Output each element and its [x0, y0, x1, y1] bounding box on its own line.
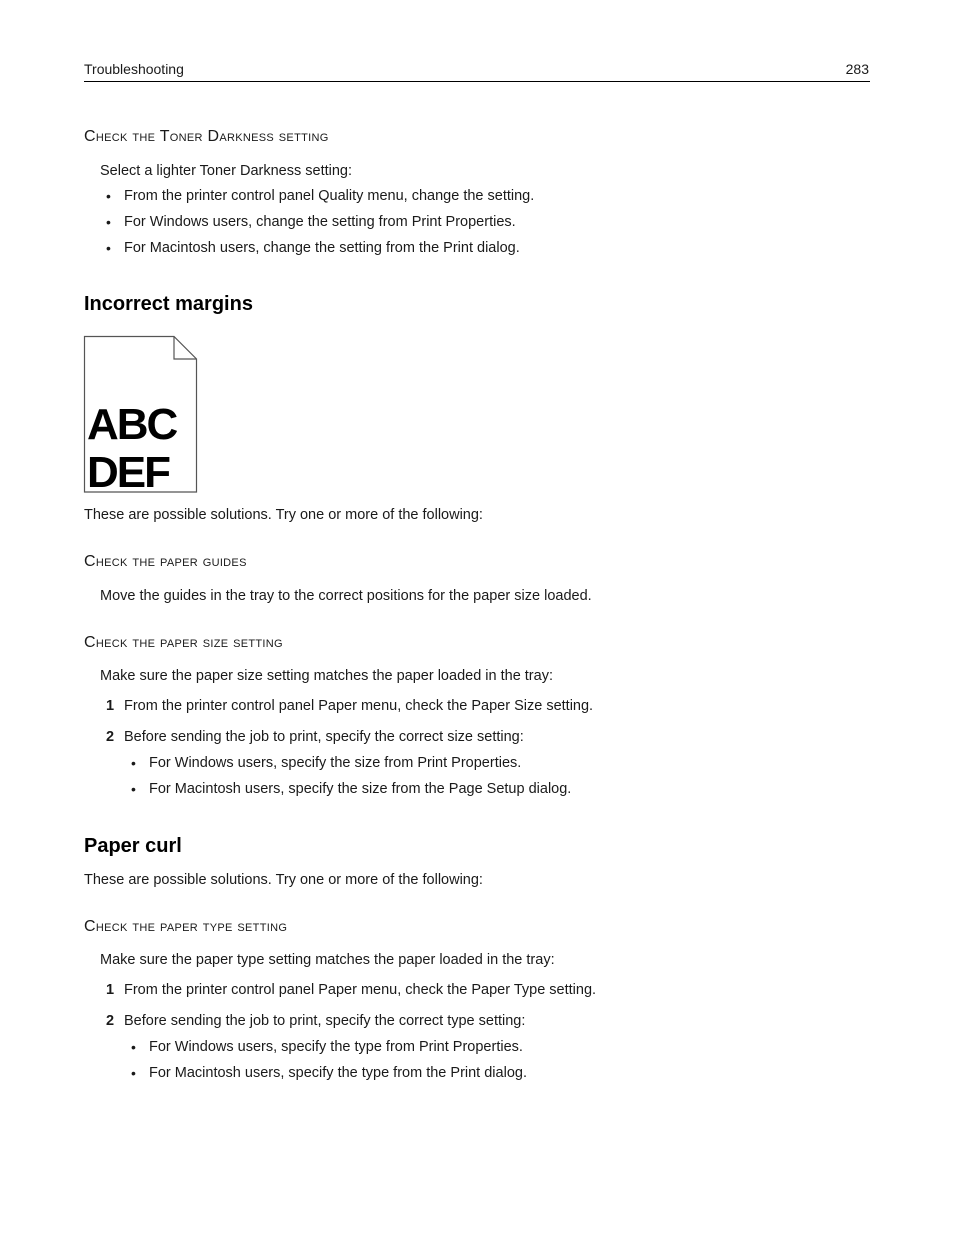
step-text: Before sending the job to print, specify the correct size setting: [124, 729, 524, 745]
section-heading-paper-size: Check the paper size setting [84, 634, 283, 651]
step-number: 2 [106, 1013, 115, 1029]
running-header-section: Troubleshooting [84, 61, 184, 77]
illustration-line-1: ABC [87, 400, 177, 449]
step-number: 1 [106, 698, 115, 714]
step-text: From the printer control panel Paper menu, check the Paper Size setting. [124, 698, 594, 714]
header-rule [84, 81, 870, 82]
step-text: Before sending the job to print, specify the correct type setting: [124, 1013, 526, 1029]
bullet-icon: • [106, 240, 111, 256]
sub-bullet: For Windows users, specify the size from Print Properties. [149, 755, 522, 771]
bullet-icon: • [106, 214, 111, 230]
margins-intro: These are possible solutions. Try one or more of the following: [84, 507, 483, 523]
section-heading-paper-guides: Check the paper guides [84, 553, 247, 570]
toner-bullet: For Macintosh users, change the setting from the Print dialog. [124, 240, 520, 256]
misaligned-page-illustration [83, 335, 199, 495]
paper-size-intro: Make sure the paper size setting matches the paper loaded in the tray: [100, 668, 553, 684]
toner-bullet: From the printer control panel Quality menu, change the setting. [124, 188, 535, 204]
bullet-icon: • [131, 755, 136, 771]
illustration-line-2: DEF [87, 448, 169, 495]
bullet-icon: • [131, 1065, 136, 1081]
step-text: From the printer control panel Paper menu, check the Paper Type setting. [124, 982, 597, 998]
sub-bullet: For Macintosh users, specify the size from the Page Setup dialog. [149, 781, 572, 797]
page-number: 283 [845, 61, 869, 77]
section-title-incorrect-margins: Incorrect margins [84, 293, 253, 315]
toner-intro: Select a lighter Toner Darkness setting: [100, 163, 353, 179]
section-title-paper-curl: Paper curl [84, 835, 182, 857]
section-heading-paper-type: Check the paper type setting [84, 918, 288, 935]
bullet-icon: • [131, 1039, 136, 1055]
step-number: 1 [106, 982, 115, 998]
bullet-icon: • [131, 781, 136, 797]
paper-type-intro: Make sure the paper type setting matches the paper loaded in the tray: [100, 952, 555, 968]
paper-guides-text: Move the guides in the tray to the correct positions for the paper size loaded. [100, 588, 592, 604]
bullet-icon: • [106, 188, 111, 204]
toner-bullet: For Windows users, change the setting from Print Properties. [124, 214, 516, 230]
curl-intro: These are possible solutions. Try one or more of the following: [84, 872, 483, 888]
step-number: 2 [106, 729, 115, 745]
sub-bullet: For Windows users, specify the type from Print Properties. [149, 1039, 523, 1055]
sub-bullet: For Macintosh users, specify the type from the Print dialog. [149, 1065, 527, 1081]
section-heading-toner: Check the Toner Darkness setting [84, 128, 329, 145]
